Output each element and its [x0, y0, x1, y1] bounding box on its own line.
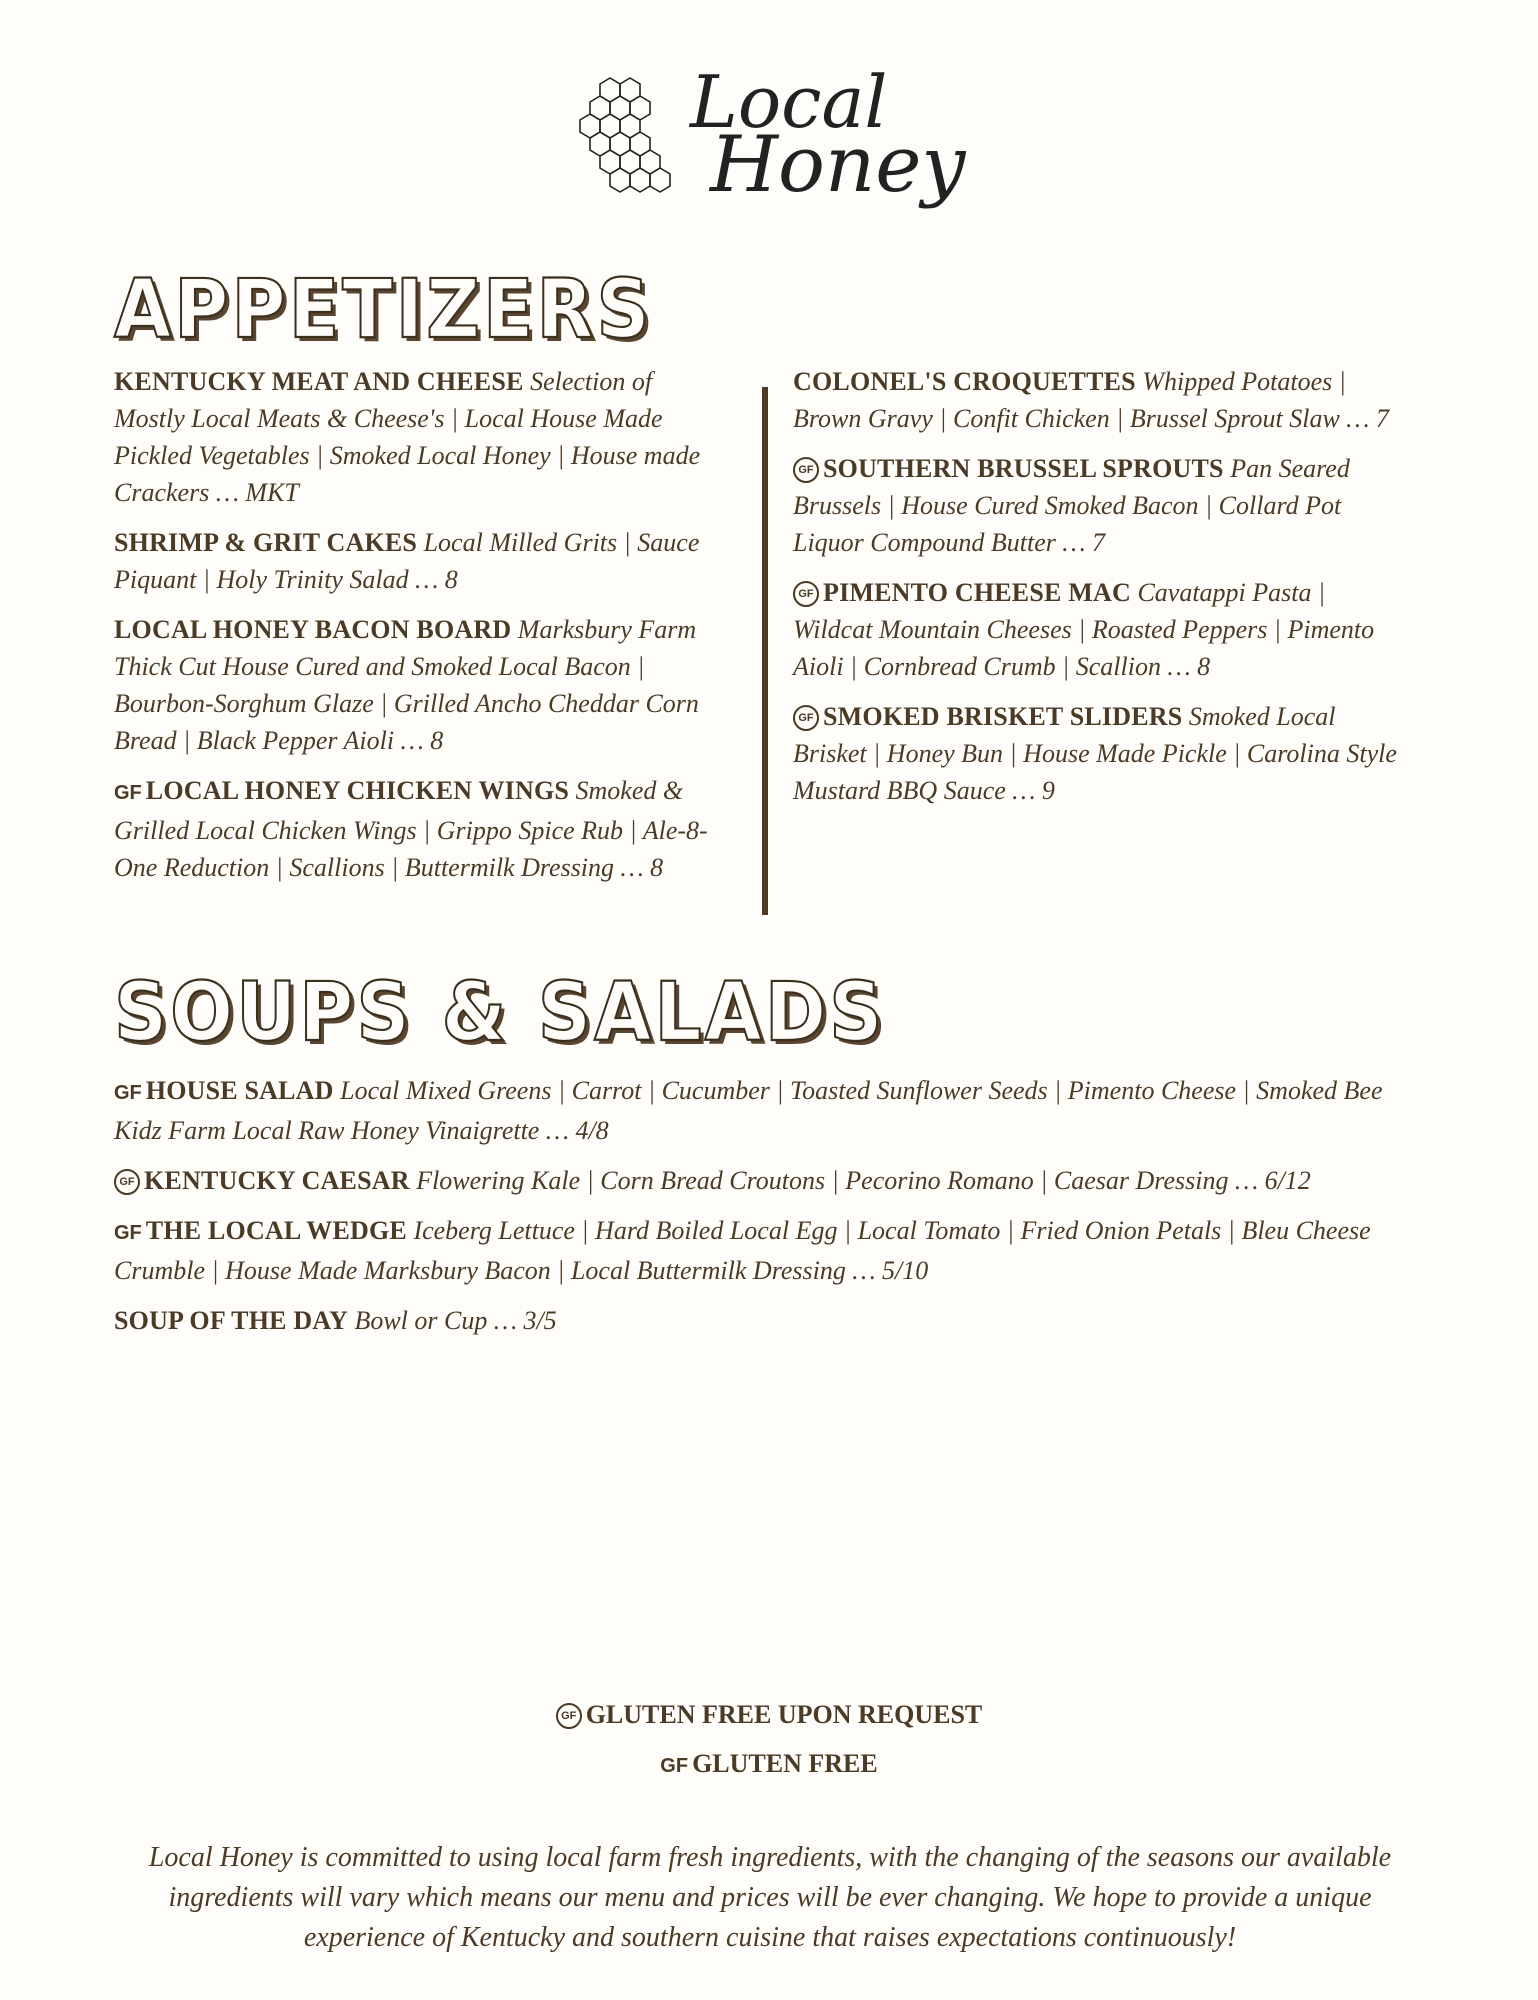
menu-item-name: SOUTHERN BRUSSEL SPROUTS — [823, 454, 1224, 483]
menu-item — [114, 772, 724, 886]
soups-salads-list — [114, 1072, 1404, 1352]
menu-item-description: Selection of Mostly Local Meats & Cheese's | Local House Made Pickled Vegetables | Smoked Local Honey | House made Crackers … MKT — [114, 367, 701, 507]
menu-item — [793, 450, 1405, 561]
gf-circle-icon: GF — [793, 705, 819, 731]
menu-item-name: HOUSE SALAD — [145, 1076, 334, 1105]
menu-item-name: KENTUCKY MEAT AND CHEESE — [114, 367, 524, 396]
menu-item-name: SHRIMP & GRIT CAKES — [114, 528, 418, 557]
footer-statement: Local Honey is committed to using local farm fresh ingredients, with the changing of the seasons our available ingredients will vary which means our menu and prices will be ever changing. We hope to provide a unique experience of Kentucky and southern cuisine that raises expectations continuously! — [148, 1842, 1392, 1953]
menu-item-description: Smoked Local Brisket | Honey Bun | House Made Pickle | Carolina Style Mustard BBQ Sauce … 9 — [793, 702, 1397, 805]
menu-item-name: KENTUCKY CAESAR — [144, 1166, 410, 1195]
column-divider — [762, 387, 768, 915]
gf-icon: GF — [114, 782, 142, 804]
menu-item-name: PIMENTO CHEESE MAC — [823, 578, 1131, 607]
gf-circle-icon: GF — [556, 1703, 582, 1729]
appetizers-left-column — [114, 363, 724, 899]
honeycomb-icon — [560, 76, 690, 226]
menu-item — [114, 1212, 1404, 1289]
menu-item-description: Bowl or Cup … 3/5 — [354, 1306, 557, 1335]
gf-circle-icon: GF — [114, 1169, 140, 1195]
logo — [560, 60, 966, 230]
menu-item — [793, 363, 1405, 437]
gf-icon: GF — [114, 1082, 142, 1104]
menu-item-name: SMOKED BRISKET SLIDERS — [823, 702, 1183, 731]
menu-item — [793, 698, 1405, 809]
menu-item-description: Marksbury Farm Thick Cut House Cured and Smoked Local Bacon | Bourbon-Sorghum Glaze | Grilled Ancho Cheddar Corn Bread | Black Pepper Aioli … 8 — [114, 615, 699, 755]
menu-item-name: LOCAL HONEY BACON BOARD — [114, 615, 512, 644]
logo-line-2: Honey — [710, 120, 966, 210]
menu-item — [114, 363, 724, 511]
legend-request-label: GLUTEN FREE UPON REQUEST — [585, 1700, 983, 1729]
gf-circle-icon: GF — [793, 457, 819, 483]
menu-item-name: THE LOCAL WEDGE — [145, 1216, 407, 1245]
appetizers-heading: APPETIZERS — [114, 262, 653, 357]
menu-item-description: Local Mixed Greens | Carrot | Cucumber | Toasted Sunflower Seeds | Pimento Cheese | Smoked Bee Kidz Farm Local Raw Honey Vinaigrette … 4/8 — [114, 1076, 1383, 1145]
logo-line-1: Local — [690, 60, 888, 144]
menu-item-description: Smoked & Grilled Local Chicken Wings | Grippo Spice Rub | Ale-8-One Reduction | Scallions | Buttermilk Dressing … 8 — [114, 776, 708, 882]
menu-item — [114, 1162, 1404, 1199]
menu-item-name: SOUP OF THE DAY — [114, 1306, 348, 1335]
menu-item-description: Local Milled Grits | Sauce Piquant | Holy Trinity Salad … 8 — [114, 528, 700, 594]
legend-gluten-free-on-request — [0, 1700, 1538, 1730]
appetizers-right-column — [793, 363, 1405, 822]
menu-item-description: Whipped Potatoes | Brown Gravy | Confit Chicken | Brussel Sprout Slaw … 7 — [793, 367, 1389, 433]
menu-item-name: COLONEL'S CROQUETTES — [793, 367, 1136, 396]
gf-circle-icon: GF — [793, 581, 819, 607]
gf-icon: GF — [114, 1222, 142, 1244]
soups-salads-heading: SOUPS & SALADS — [114, 965, 886, 1060]
menu-item — [114, 1302, 1404, 1339]
gf-icon: GF — [660, 1755, 689, 1777]
menu-item-description: Pan Seared Brussels | House Cured Smoked Bacon | Collard Pot Liquor Compound Butter … 7 — [793, 454, 1350, 557]
legend-gluten-free — [0, 1749, 1538, 1779]
menu-item-description: Flowering Kale | Corn Bread Croutons | Pecorino Romano | Caesar Dressing … 6/12 — [416, 1166, 1311, 1195]
menu-item — [114, 611, 724, 759]
menu-item-description: Cavatappi Pasta | Wildcat Mountain Cheeses | Roasted Peppers | Pimento Aioli | Cornbread Crumb | Scallion … 8 — [793, 578, 1375, 681]
menu-item — [114, 524, 724, 598]
menu-item-name: LOCAL HONEY CHICKEN WINGS — [145, 776, 570, 805]
legend-free-label: GLUTEN FREE — [692, 1749, 878, 1778]
menu-item-description: Iceberg Lettuce | Hard Boiled Local Egg | Local Tomato | Fried Onion Petals | Bleu Cheese Crumble | House Made Marksbury Bacon | Local Buttermilk Dressing … 5/10 — [114, 1216, 1371, 1285]
menu-item — [114, 1072, 1404, 1149]
menu-item — [793, 574, 1405, 685]
